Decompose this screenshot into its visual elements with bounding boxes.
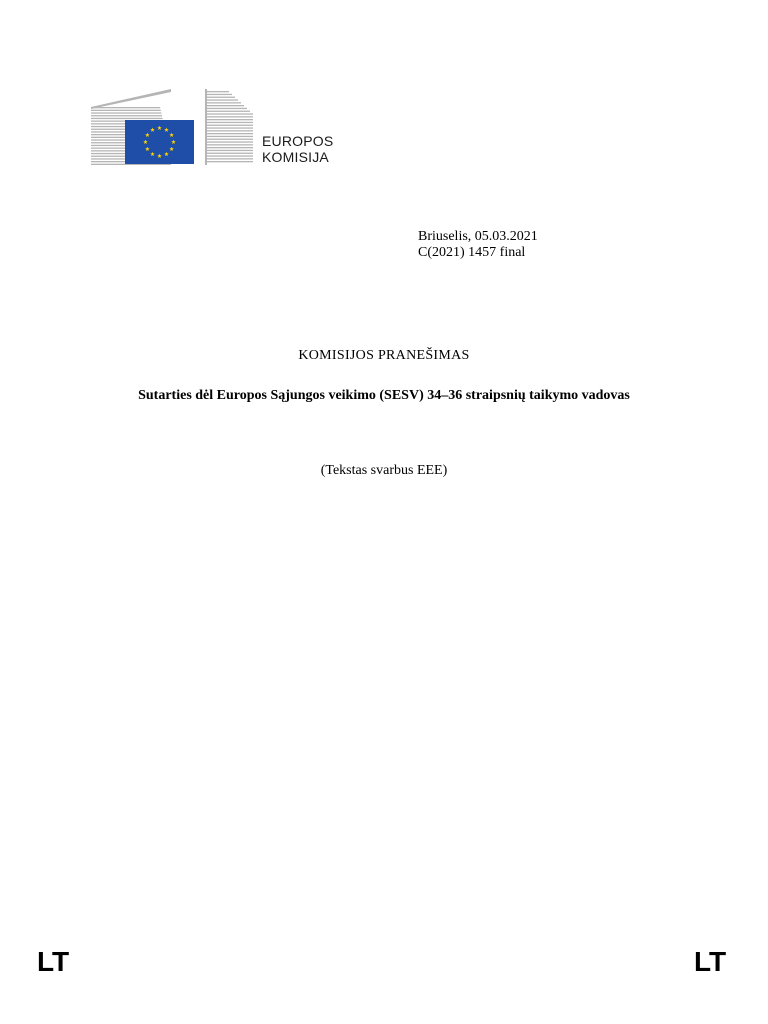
document-number: C(2021) 1457 final bbox=[418, 245, 526, 260]
language-code-right: LT bbox=[694, 946, 727, 977]
logo-line-2: KOMISIJA bbox=[262, 149, 329, 165]
european-commission-logo bbox=[91, 89, 351, 169]
logo-text bbox=[262, 133, 333, 165]
reference-block bbox=[418, 229, 538, 261]
place-date: Briuselis, 05.03.2021 bbox=[418, 229, 538, 244]
building-flag-icon bbox=[91, 89, 256, 167]
language-code-left: LT bbox=[37, 946, 70, 977]
document-type: KOMISIJOS PRANEŠIMAS bbox=[298, 348, 470, 363]
logo-line-1: EUROPOS bbox=[262, 133, 334, 149]
eea-relevance-note: (Tekstas svarbus EEE) bbox=[320, 463, 448, 478]
document-title: Sutarties dėl Europos Sąjungos veikimo (SESV) 34–36 straipsnių taikymo vadovas bbox=[138, 388, 630, 403]
